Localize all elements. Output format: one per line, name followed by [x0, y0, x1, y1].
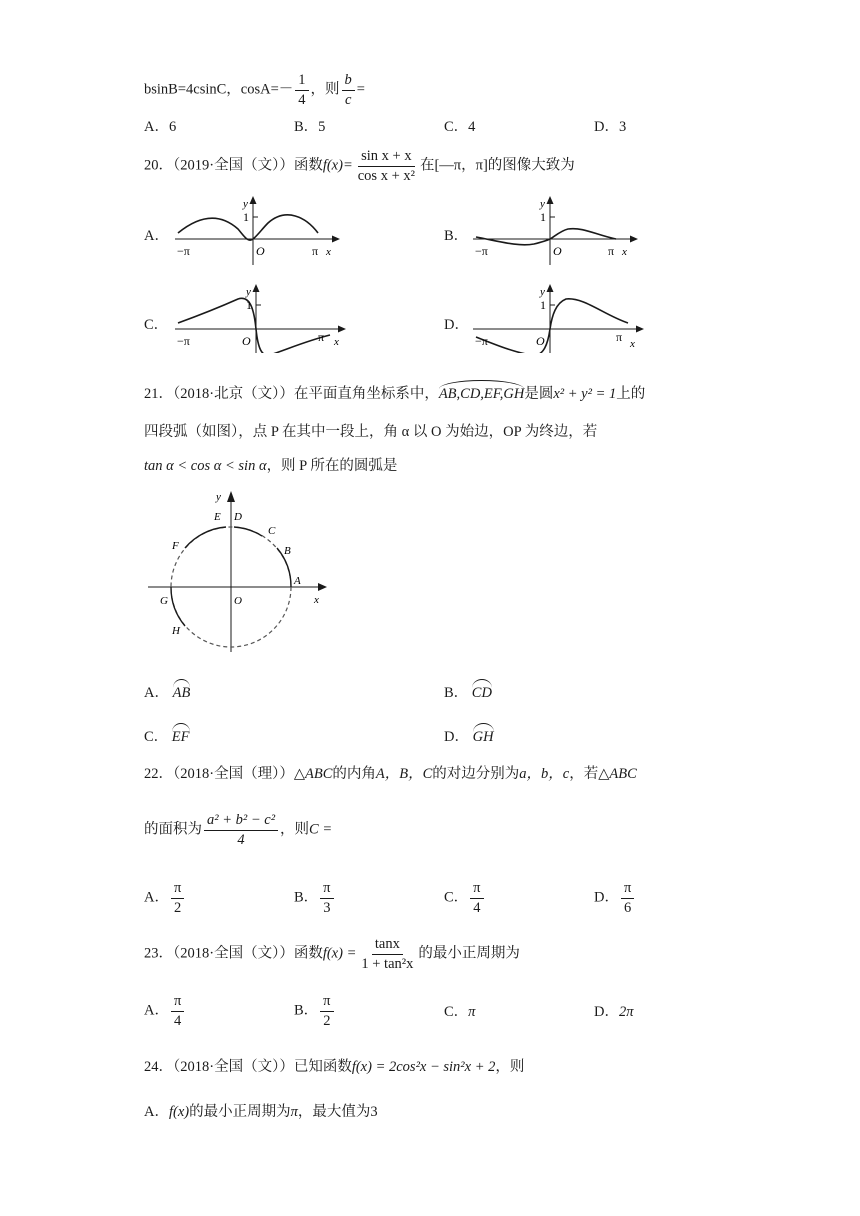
svg-text:C: C: [268, 525, 276, 537]
q21-circle-figure: [144, 488, 330, 654]
q22-stem-line2: 的面积为 $\frac{\text{a² + b² − c²}}{4}$ ，则C =: [144, 812, 333, 848]
q22-option-a[interactable]: A． $\frac{\pi}{2}$: [144, 880, 186, 916]
q23-option-b[interactable]: B． $\frac{\pi}{2}$: [294, 993, 336, 1029]
q19-fraction: $\frac{1}{4}$: [295, 72, 308, 108]
q21-option-a[interactable]: A． AB: [144, 681, 190, 702]
svg-text:G: G: [160, 595, 168, 607]
q19-option-c[interactable]: C．4: [444, 119, 476, 135]
origin-label: O: [536, 334, 545, 348]
axis-y-label: y: [540, 286, 545, 298]
axis-y-label: y: [540, 198, 545, 210]
q19-line: bsinB=4csinC，cosA=－ $\frac{1}{4}$ ，则 $\frac{b}{c}$ =: [144, 72, 365, 108]
q21-stem-line3: tan α < cos α < sin α，则 P 所在的圆弧是: [144, 458, 398, 474]
neg-pi-label: −π: [475, 244, 488, 258]
q20-option-d-label[interactable]: D．: [444, 317, 469, 333]
tick-one: 1: [540, 298, 546, 312]
svg-text:y: y: [216, 491, 221, 503]
tick-one: 1: [246, 298, 252, 312]
axis-x-label: x: [630, 338, 635, 350]
q21-arcs: AB,CD,EF,GH: [439, 382, 525, 403]
neg-pi-label: −π: [177, 244, 190, 258]
axis-x-label: x: [326, 246, 331, 258]
svg-text:O: O: [234, 595, 242, 607]
q19-option-a[interactable]: A．6: [144, 119, 177, 135]
q22-option-c[interactable]: C． $\frac{\pi}{4}$: [444, 880, 486, 916]
q24-stem: 24．（2018·全国（文））已知函数f(x) = 2cos²x − sin²x + 2，则: [144, 1059, 525, 1075]
q23-option-a[interactable]: A． $\frac{\pi}{4}$: [144, 993, 186, 1029]
pi-label: π: [608, 244, 615, 258]
svg-text:B: B: [284, 545, 291, 557]
svg-text:E: E: [214, 511, 221, 523]
origin-label: O: [553, 244, 562, 258]
q19-text: bsinB=4csinC，cosA=－: [144, 81, 294, 98]
svg-text:x: x: [314, 594, 319, 606]
q21-option-c[interactable]: C． EF: [144, 725, 190, 746]
q21-option-b[interactable]: B． CD: [444, 681, 492, 702]
q22-fraction: $\frac{\text{a² + b² − c²}}{4}$: [204, 812, 278, 848]
pi-label: π: [318, 330, 325, 344]
q19-b-over-c: $\frac{b}{c}$: [342, 72, 355, 108]
q23-fraction: $\frac{\tan x}{\text{1 + tan²x}}$: [361, 936, 414, 972]
origin-label: O: [256, 244, 265, 258]
axis-x-label: x: [334, 336, 339, 348]
tick-one: 1: [540, 210, 546, 224]
axis-y-label: y: [243, 198, 248, 210]
neg-pi-label: −π: [475, 334, 488, 348]
origin-label: O: [242, 334, 251, 348]
q19-option-d[interactable]: D．3: [594, 119, 627, 135]
axis-y-label: y: [246, 286, 251, 298]
q20-option-a-label[interactable]: A．: [144, 228, 169, 244]
svg-text:F: F: [172, 540, 179, 552]
q21-stem-line2: 四段弧（如图），点 P 在其中一段上，角 α 以 O 为始边，OP 为终边，若: [144, 424, 598, 440]
pi-label: π: [312, 244, 319, 258]
svg-text:D: D: [234, 511, 242, 523]
q22-option-b[interactable]: B． $\frac{\pi}{3}$: [294, 880, 336, 916]
pi-label: π: [616, 330, 623, 344]
q23-stem: 23．（2018·全国（文））函数f(x) = $\frac{\tan x}{\text{1 + tan²x}}$ 的最小正周期为: [144, 936, 520, 972]
q20-fraction: $\frac{\text{sin x + x}}{\text{cos x + x²}}$: [357, 148, 415, 184]
q20-option-b-label[interactable]: B．: [444, 228, 469, 244]
q20-graph-d[interactable]: [468, 283, 644, 353]
svg-text:H: H: [172, 625, 180, 637]
q20-stem: 20．（2019·全国（文））函数f(x)= $\frac{\text{sin x + x}}{\text{cos x + x²}}$ 在[—π，π]的图像大致为: [144, 148, 575, 184]
tick-one: 1: [243, 210, 249, 224]
q20-graph-a[interactable]: [170, 195, 340, 265]
q20-option-c-label[interactable]: C．: [144, 317, 169, 333]
q22-stem-line1: 22．（2018·全国（理））△ABC的内角A，B，C的对边分别为a，b，c，若△ABC: [144, 766, 637, 782]
q23-option-c[interactable]: C．π: [444, 1004, 476, 1020]
q24-option-a[interactable]: A．f(x)的最小正周期为π，最大值为3: [144, 1104, 378, 1120]
svg-text:A: A: [294, 575, 301, 587]
q21-option-d[interactable]: D． GH: [444, 725, 494, 746]
q23-option-d[interactable]: D．2π: [594, 1004, 634, 1020]
q21-stem-line1: 21．（2018·北京（文））在平面直角坐标系中，AB,CD,EF,GH是圆x² + y² = 1上的: [144, 382, 645, 403]
neg-pi-label: −π: [177, 334, 190, 348]
q20-graph-b[interactable]: [468, 195, 638, 265]
q22-option-d[interactable]: D． $\frac{\pi}{6}$: [594, 880, 636, 916]
q19-option-b[interactable]: B．5: [294, 119, 326, 135]
axis-x-label: x: [622, 246, 627, 258]
q20-graph-c[interactable]: [170, 283, 346, 353]
